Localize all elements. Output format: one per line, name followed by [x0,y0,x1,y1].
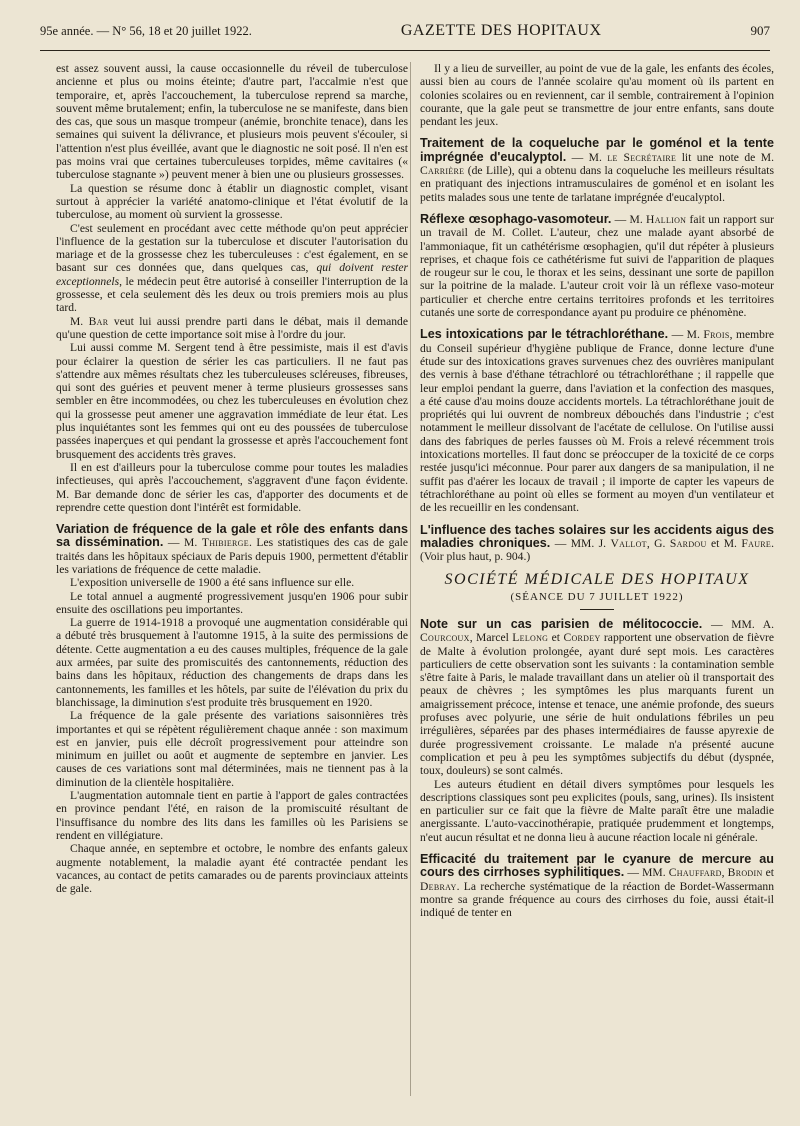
page-number: 907 [750,23,770,38]
paragraph: M. Bar veut lui aussi prendre parti dans le débat, mais il demande qu'une question de cette importance soit mise à l'ordre du jour. [56,314,408,341]
section-reflexe: Réflexe œsophago-vasomoteur. — M. Hallion fait un rapport sur un travail de M. Collet. L'auteur, chez une malade ayant absorbé de l'ammoniaque, fit un cathétérisme œsophagien, qu'il dut répéter à plusieurs reprises, et chaque fois ce cathétérisme fut suivi de l'apparition de plaques de rougeur sur le cou, le thorax et les seins, dessinant une sorte de papillon sur la poitrine de la malade. L'auteur croit voir là un réflexe vaso-moteur particulier et cherche entre certains territoires profonds et les territoires cutanés une sorte de correspondance ayant pu produire ce phénomène. [420,211,775,320]
paragraph: Les auteurs étudient en détail divers symptômes pour lesquels les descriptions classiques sont peu explicites (pouls, sang, urines). Ils insistent en particulier sur ce fait que la fièvre de Malte paraît être une maladie anergissante. L'auto-vaccinothérapie, pratiquée prudemment et longtemps, n'eut aucun résultat et ne donna lieu à aucune réaction locale ni générale. [420,777,774,844]
section-title: Note sur un cas parisien de mélitococcie. [420,616,703,631]
section-title: Variation de fréquence de la gale et rôle des enfants dans sa dissémination. [56,522,408,550]
divider-dash [580,609,614,610]
paragraph: Le total annuel a augmenté progressivement jusqu'en 1906 pour subir ensuite des oscillations peu importantes. [56,589,408,616]
paragraph: Il en est d'ailleurs pour la tuberculose comme pour toutes les maladies infectieuses, qui après l'accouchement, s'aggravent d'une façon évidente. M. Bar demande donc de sérier les cas, d'apporter des documents et de reprendre cette question dont l'intérêt est formidable. [56,460,408,514]
paragraph: C'est seulement en procédant avec cette méthode qu'on peut apprécier l'influence de la gestation sur la tuberculose et discuter l'autorisation du mariage et de la grossesse chez les tuberculeuses : c'est également, en se basant sur ces données que, dans quelques cas, qui doivent rester exceptionnels, le médecin peut être autorisé à conseiller l'interruption de la grossesse, et cela seulement dès les deux ou trois premiers mois au plus tard. [56,221,409,315]
paragraph: La fréquence de la gale présente des variations saisonnières très importantes et qui se répètent régulièrement chaque année : son maximum est en janvier, puis elle décroît progressivement pour atteindre son minimum en juillet ou août et augmente de septembre en janvier. Les causes de ces variations sont mal déterminées, mais ne tiennent pas à la diminution de la clientèle hospitalière. [56,709,408,789]
paragraph: L'exposition universelle de 1900 a été sans influence sur elle. [70,576,355,590]
paragraph: Il y a lieu de surveiller, au point de vue de la gale, les enfants des écoles, aussi bien au cours de l'année scolaire qu'au moment où ils partent en colonies scolaires ou en reviennent, car il semble, contrairement à l'opinion courante, que la gale peut se transmettre de jour entre enfants, sans doute pendant les jeux. [420,62,774,129]
issue-info: 95e année. — N° 56, 18 et 20 juillet 1922. [40,24,252,38]
header-rule [40,50,770,51]
section-title: Réflexe œsophago-vasomoteur. [420,211,612,226]
section-taches-solaires: L'influence des taches solaires sur les accidents aigus des maladies chroniques. — MM. J. Vallot, G. Sardou et M. Faure. (Voir plus haut, p. 904.) [420,522,775,564]
journal-title: GAZETTE DES HOPITAUX [400,22,602,39]
section-title: Efficacité du traitement par le cyanure de mercure au cours des cirrhoses syphilitiques. [420,852,774,880]
paragraph: La question se résume donc à établir un diagnostic complet, visant surtout à apprécier la variété anatomo-clinique et l'état évolutif de la tuberculose, au moment où survient la grossesse. [56,181,408,222]
section-coqueluche: Traitement de la coqueluche par le goménol et la tente imprégnée d'eucalyptol. — M. le Secrétaire lit une note de M. Carrière (de Lille), qui a obtenu dans la coqueluche les meilleurs résultats en pratiquant des injections intramusculaires de goménol et en isolant les petits malades sous une tente de tarlatane imprégnée d'eucalyptol. [420,136,774,204]
section-title: L'influence des taches solaires sur les accidents aigus des maladies chroniques. [420,522,774,550]
column-divider [410,62,411,1096]
section-tetrachlorethane: Les intoxications par le tétrachloréthane. — M. Frois, membre du Conseil supérieur d'hygiène publique de France, donne lecture d'une étude sur des intoxications graves survenues chez des ouvrières manipulant des vernis à base d'éthane tétrachloré ou tétrachloréthane ; il rappelle que leur emploi pendant la guerre, dans l'aviation et la confection des masques, a été cause d'au moins douze accidents mortels. La tétrachloréthane jouit de propriétés qui lui ouvrent de nombreux débouchés dans l'industrie ; c'est notamment le meilleur dissolvant de l'acétate de cellulose. On l'utilise aussi dans des fabriques de perles fausses où M. Frois a relevé récemment trois intoxications mortelles. Il faut donc se préoccuper de la toxicité de ce corps restée jusqu'ici méconnue. Pour parer aux dangers de sa manipulation, il ne suffit pas d'aérer les locaux de travail ; il importe de capter les vapeurs de tétrachloréthane au point où elles se forment au moyen d'un ventilateur et de les recueillir en les condensant. [420,327,774,515]
left-column [56,62,408,895]
section-melitococcie: Note sur un cas parisien de mélitococcie. — MM. A. Courcoux, Marcel Lelong et Cordey rapportent une observation de fièvre de Malte à évolution prolongée, ayant duré sept mois. Les caractères particuliers de cette observation sont les suivants : la contamination semble s'être faite à Paris, le malade travaillant dans un atelier où il transportait des peaux de chèvres ; les symptômes les plus marquants furent un amaigrissement précoce, intense et tenace, une anémie profonde, des sueurs profuses avec polyurie, une série de huit ondulations fébriles un peu irrégulières, séparées par des phases intermédiaires de fausse apyrexie de durée progressivement croissante. Le malade n'a présenté aucune complication et peu à peu les symptômes subjectifs du début (dyspnée, toux, douleurs) se sont calmés. [420,616,774,778]
section-title: Traitement de la coqueluche par le goménol et la tente imprégnée d'eucalyptol. [420,136,774,164]
paragraph: Lui aussi comme M. Sergent tend à être pessimiste, mais il est d'avis pour éclairer la question de sérier les cas particuliers. Il ne faut pas s'attendre aux mêmes résultats chez les tuberculeuses scléreuses, fibreuses, qui sont des guéries et peuvent mener à terme plusieurs grossesses sans sembler en être incommodées, ou chez les tuberculeuses en évolution chez qui la grossesse peut amener une aggravation immédiate de leur état. Les plus inquiétantes sont les femmes qui ont eu des poussées de tuberculose passées inaperçues et qui pendant la grossesse et après l'accouchement font brusquement des accidents très graves. [56,341,408,461]
paragraph: L'augmentation automnale tient en partie à l'apport de gales contractées en province pendant l'été, en raison de la promiscuité résultant de l'insuffisance du nombre des lits dans les familles où les Parisiens se rendent en villégiature. [56,789,408,842]
right-column [420,62,774,920]
paragraph: La guerre de 1914-1918 a provoqué une augmentation considérable qui a débuté très brusquement à l'automne 1915, à la suite des permissions de détente. Cette augmentation a eu des causes multiples, fréquence de la gale aux armées, par suite des promiscuités des cantonnements, réduction des bains dans les hôpitaux, réduction des changements de draps dans les cantonnements, les familles et les hôtels, par suite de l'élévation du prix du blanchissage, la diminution s'est produite très brusquement en 1920. [56,616,408,709]
author-name: Thibierge [201,536,249,550]
page-header [40,22,770,48]
paragraph: Chaque année, en septembre et octobre, le nombre des enfants galeux augmente notablement, la maladie ayant été contractée pendant les vacances, au contact de petits camarades ou de parents provinciaux atteints de gale. [56,842,408,896]
paragraph: est assez souvent aussi, la cause occasionnelle du réveil de tuberculose ancienne et plus ou moins éteinte; d'autre part, l'accalmie n'est que temporaire, et, après l'accouchement, la tuberculose reprend sa marche, souvent même brutalement; enfin, la tuberculose ne se manifeste, dans bien des cas, que sous un masque trompeur (anémie, bronchite tenace), dans les semaines qui suivent la délivrance, et plusieurs mois peuvent s'écouler, si l'attention n'est plus éveillée, avant que le diagnostic ne soit posé. Il n'en est pas moins vrai que certaines tuberculeuses torpides, même cavitaires (« tuberculose stagnante ») peuvent mener à bien une ou plusieurs grossesses. [56,62,408,182]
section-title: Les intoxications par le tétrachloréthane. [420,327,669,342]
section-cyanure: Efficacité du traitement par le cyanure de mercure au cours des cirrhoses syphilitiques. — MM. Chauffard, Brodin et Debray. La recherche systématique de la réaction de Bordet-Wassermann montre sa grande fréquence au cours des cirrhoses du foie, aussi était-il indiqué de tenter en [420,852,775,920]
society-heading: SOCIÉTÉ MÉDICALE DES HOPITAUX [444,571,750,589]
seance-date: (SÉANCE DU 7 JUILLET 1922) [510,590,684,603]
section-gale: Variation de fréquence de la gale et rôle des enfants dans sa dissémination. — M. Thibierge. Les statistiques des cas de gale traités dans les hôpitaux spéciaux de Paris depuis 1900, permettent d'établir les variations de fréquence de cette maladie. [56,522,408,576]
